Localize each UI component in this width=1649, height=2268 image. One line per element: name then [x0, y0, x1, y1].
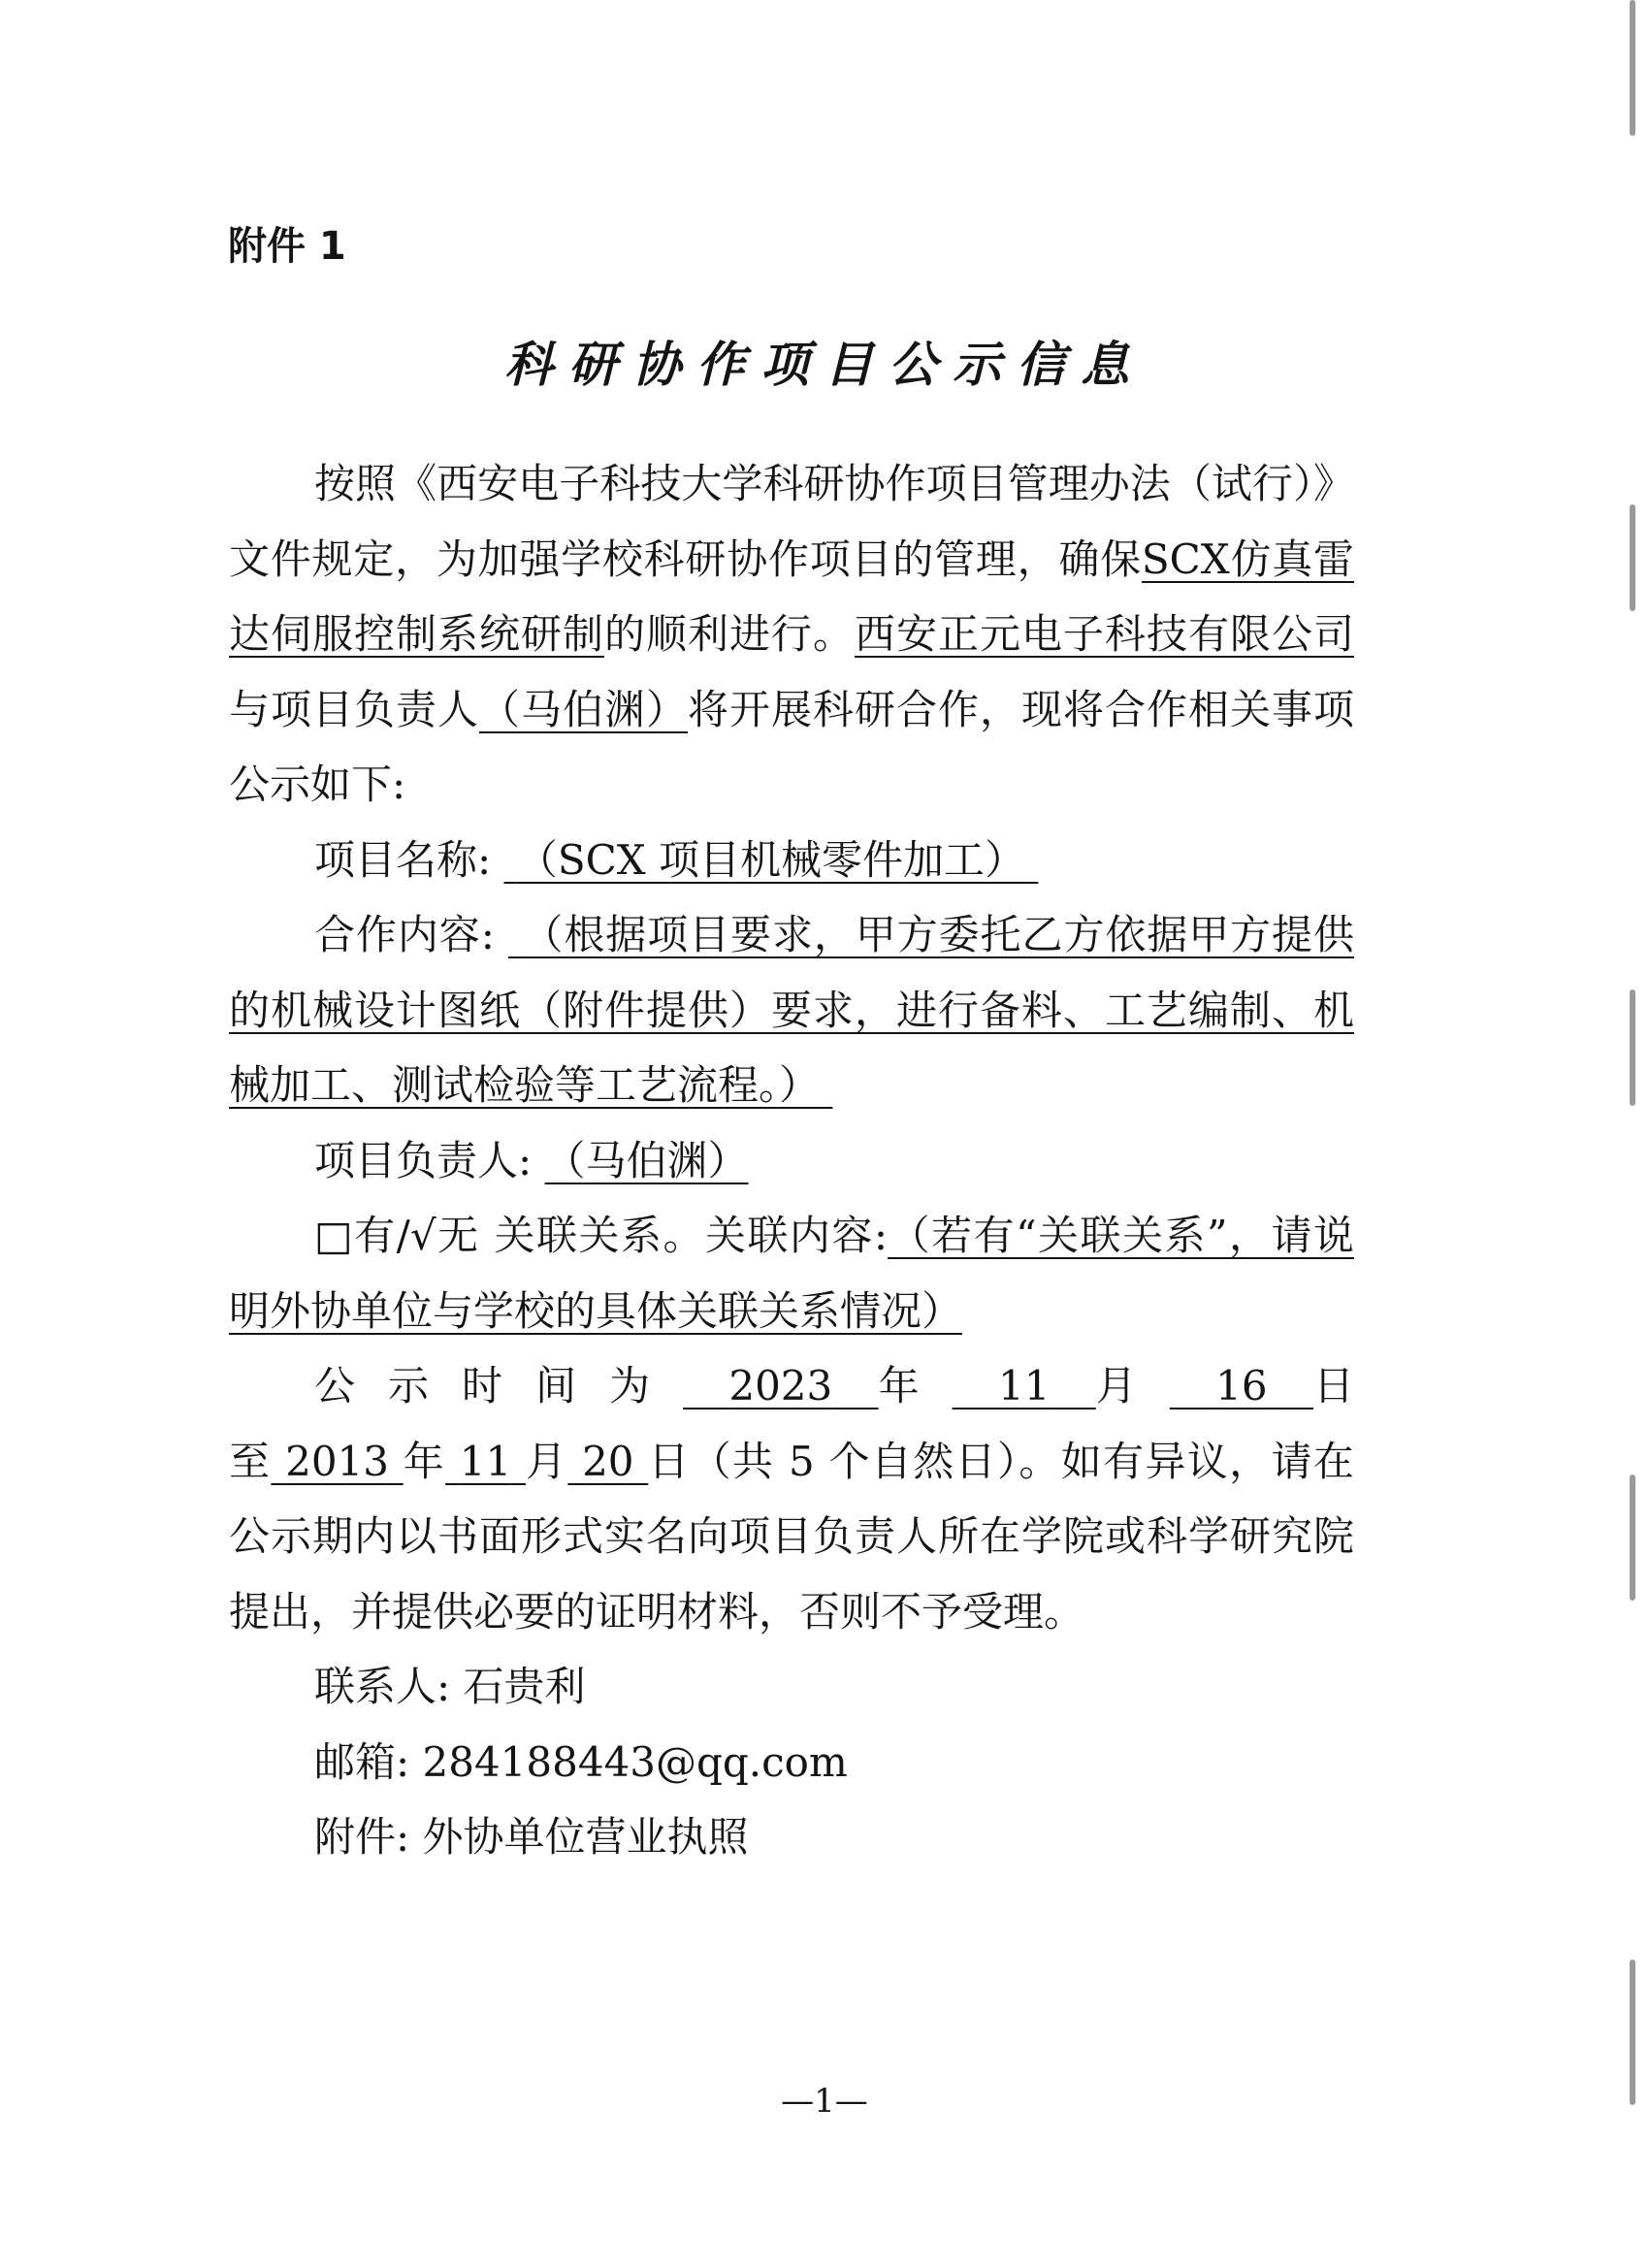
start-day — [1170, 1362, 1313, 1409]
intro-text: 与项目负责人 — [229, 685, 479, 733]
partner-company: 西安正元电子科技有限公司 — [854, 610, 1354, 658]
project-name-text: （SCX 项目机械零件加工） — [516, 835, 1026, 884]
intro-text: 的顺利进行。 — [603, 610, 855, 658]
end-year-word: 年 — [403, 1437, 446, 1485]
attachment-label: 附件: — [314, 1813, 410, 1861]
relation-label: 关联关系。关联内容: — [494, 1212, 889, 1259]
cooperation-row — [229, 897, 1354, 1123]
intro-text: 将开展科研合作，现将合作相关事项公示如下: — [229, 685, 1354, 808]
scan-mark — [1630, 1474, 1635, 1601]
email-address: 284188443@qq.com — [422, 1737, 848, 1786]
end-month-word: 月 — [525, 1437, 568, 1485]
start-year — [683, 1362, 879, 1409]
email-label: 邮箱: — [314, 1737, 410, 1786]
cooperation-text: （根据项目要求，甲方委托乙方依据甲方提供的机械设计图纸（附件提供）要求，进行备料、工艺编制、机械加工、测试检验等工艺流程。） — [229, 911, 1354, 1109]
notice-prefix: 公示时间为 — [314, 1362, 683, 1409]
contact-label: 联系人: — [314, 1663, 451, 1710]
project-name-value — [504, 836, 1039, 884]
relation-value: （若有“关联关系”，请说明外协单位与学校的具体关联关系情况） — [229, 1212, 1354, 1335]
intro-paragraph — [229, 446, 1354, 823]
project-leader-value: （马伯渊） — [544, 1136, 749, 1184]
start-day-value: 16 — [1215, 1362, 1268, 1409]
document-body — [229, 446, 1354, 1875]
to-word: 日至 — [229, 1362, 1354, 1485]
email-row — [229, 1725, 1354, 1800]
contact-row — [229, 1649, 1354, 1725]
notice-period-paragraph — [229, 1348, 1354, 1649]
intro-text: 按照《西安电子科技大学科研协作项目管理办法（试行）》文件规定，为加强学校科研协作项目的管理，确保 — [229, 460, 1354, 583]
intro-leader-name: （马伯渊） — [479, 685, 688, 733]
scan-mark — [1630, 0, 1635, 136]
end-day-value: 20 — [582, 1437, 634, 1485]
end-year — [271, 1438, 403, 1485]
page-number: —1— — [781, 2082, 868, 2121]
project-leader-row — [229, 1123, 1354, 1199]
project-leader-label: 项目负责人: — [314, 1136, 533, 1184]
month-word: 月 — [1095, 1362, 1170, 1409]
relation-row — [229, 1198, 1354, 1348]
end-month — [445, 1438, 526, 1485]
attachment-value: 外协单位营业执照 — [422, 1813, 749, 1861]
end-day — [567, 1438, 648, 1485]
start-month — [953, 1362, 1096, 1409]
year-word: 年 — [878, 1362, 953, 1409]
relation-checkbox: □有/√无 — [314, 1212, 480, 1259]
attachment-row — [229, 1799, 1354, 1875]
start-year-value: 2023 — [728, 1362, 833, 1409]
project-name-row — [229, 823, 1354, 898]
cooperation-label: 合作内容: — [314, 911, 495, 958]
scan-mark — [1630, 504, 1635, 611]
project-reference: SCX仿真雷达伺服控制系统研制 — [229, 535, 1354, 658]
start-month-value: 11 — [997, 1362, 1051, 1409]
end-month-value: 11 — [459, 1437, 512, 1485]
notice-suffix: 日（共 5 个自然日）。如有异议，请在公示期内以书面形式实名向项目负责人所在学院或科学研究院提出，并提供必要的证明材料，否则不予受理。 — [229, 1437, 1354, 1636]
contact-name: 石贵利 — [463, 1663, 586, 1710]
document-title: 科研协作项目公示信息 — [504, 336, 1145, 393]
scan-mark — [1630, 989, 1635, 1106]
project-name-label: 项目名称: — [314, 835, 492, 884]
end-year-value: 2013 — [285, 1437, 389, 1485]
attachment-number-label: 附件 1 — [228, 224, 346, 269]
